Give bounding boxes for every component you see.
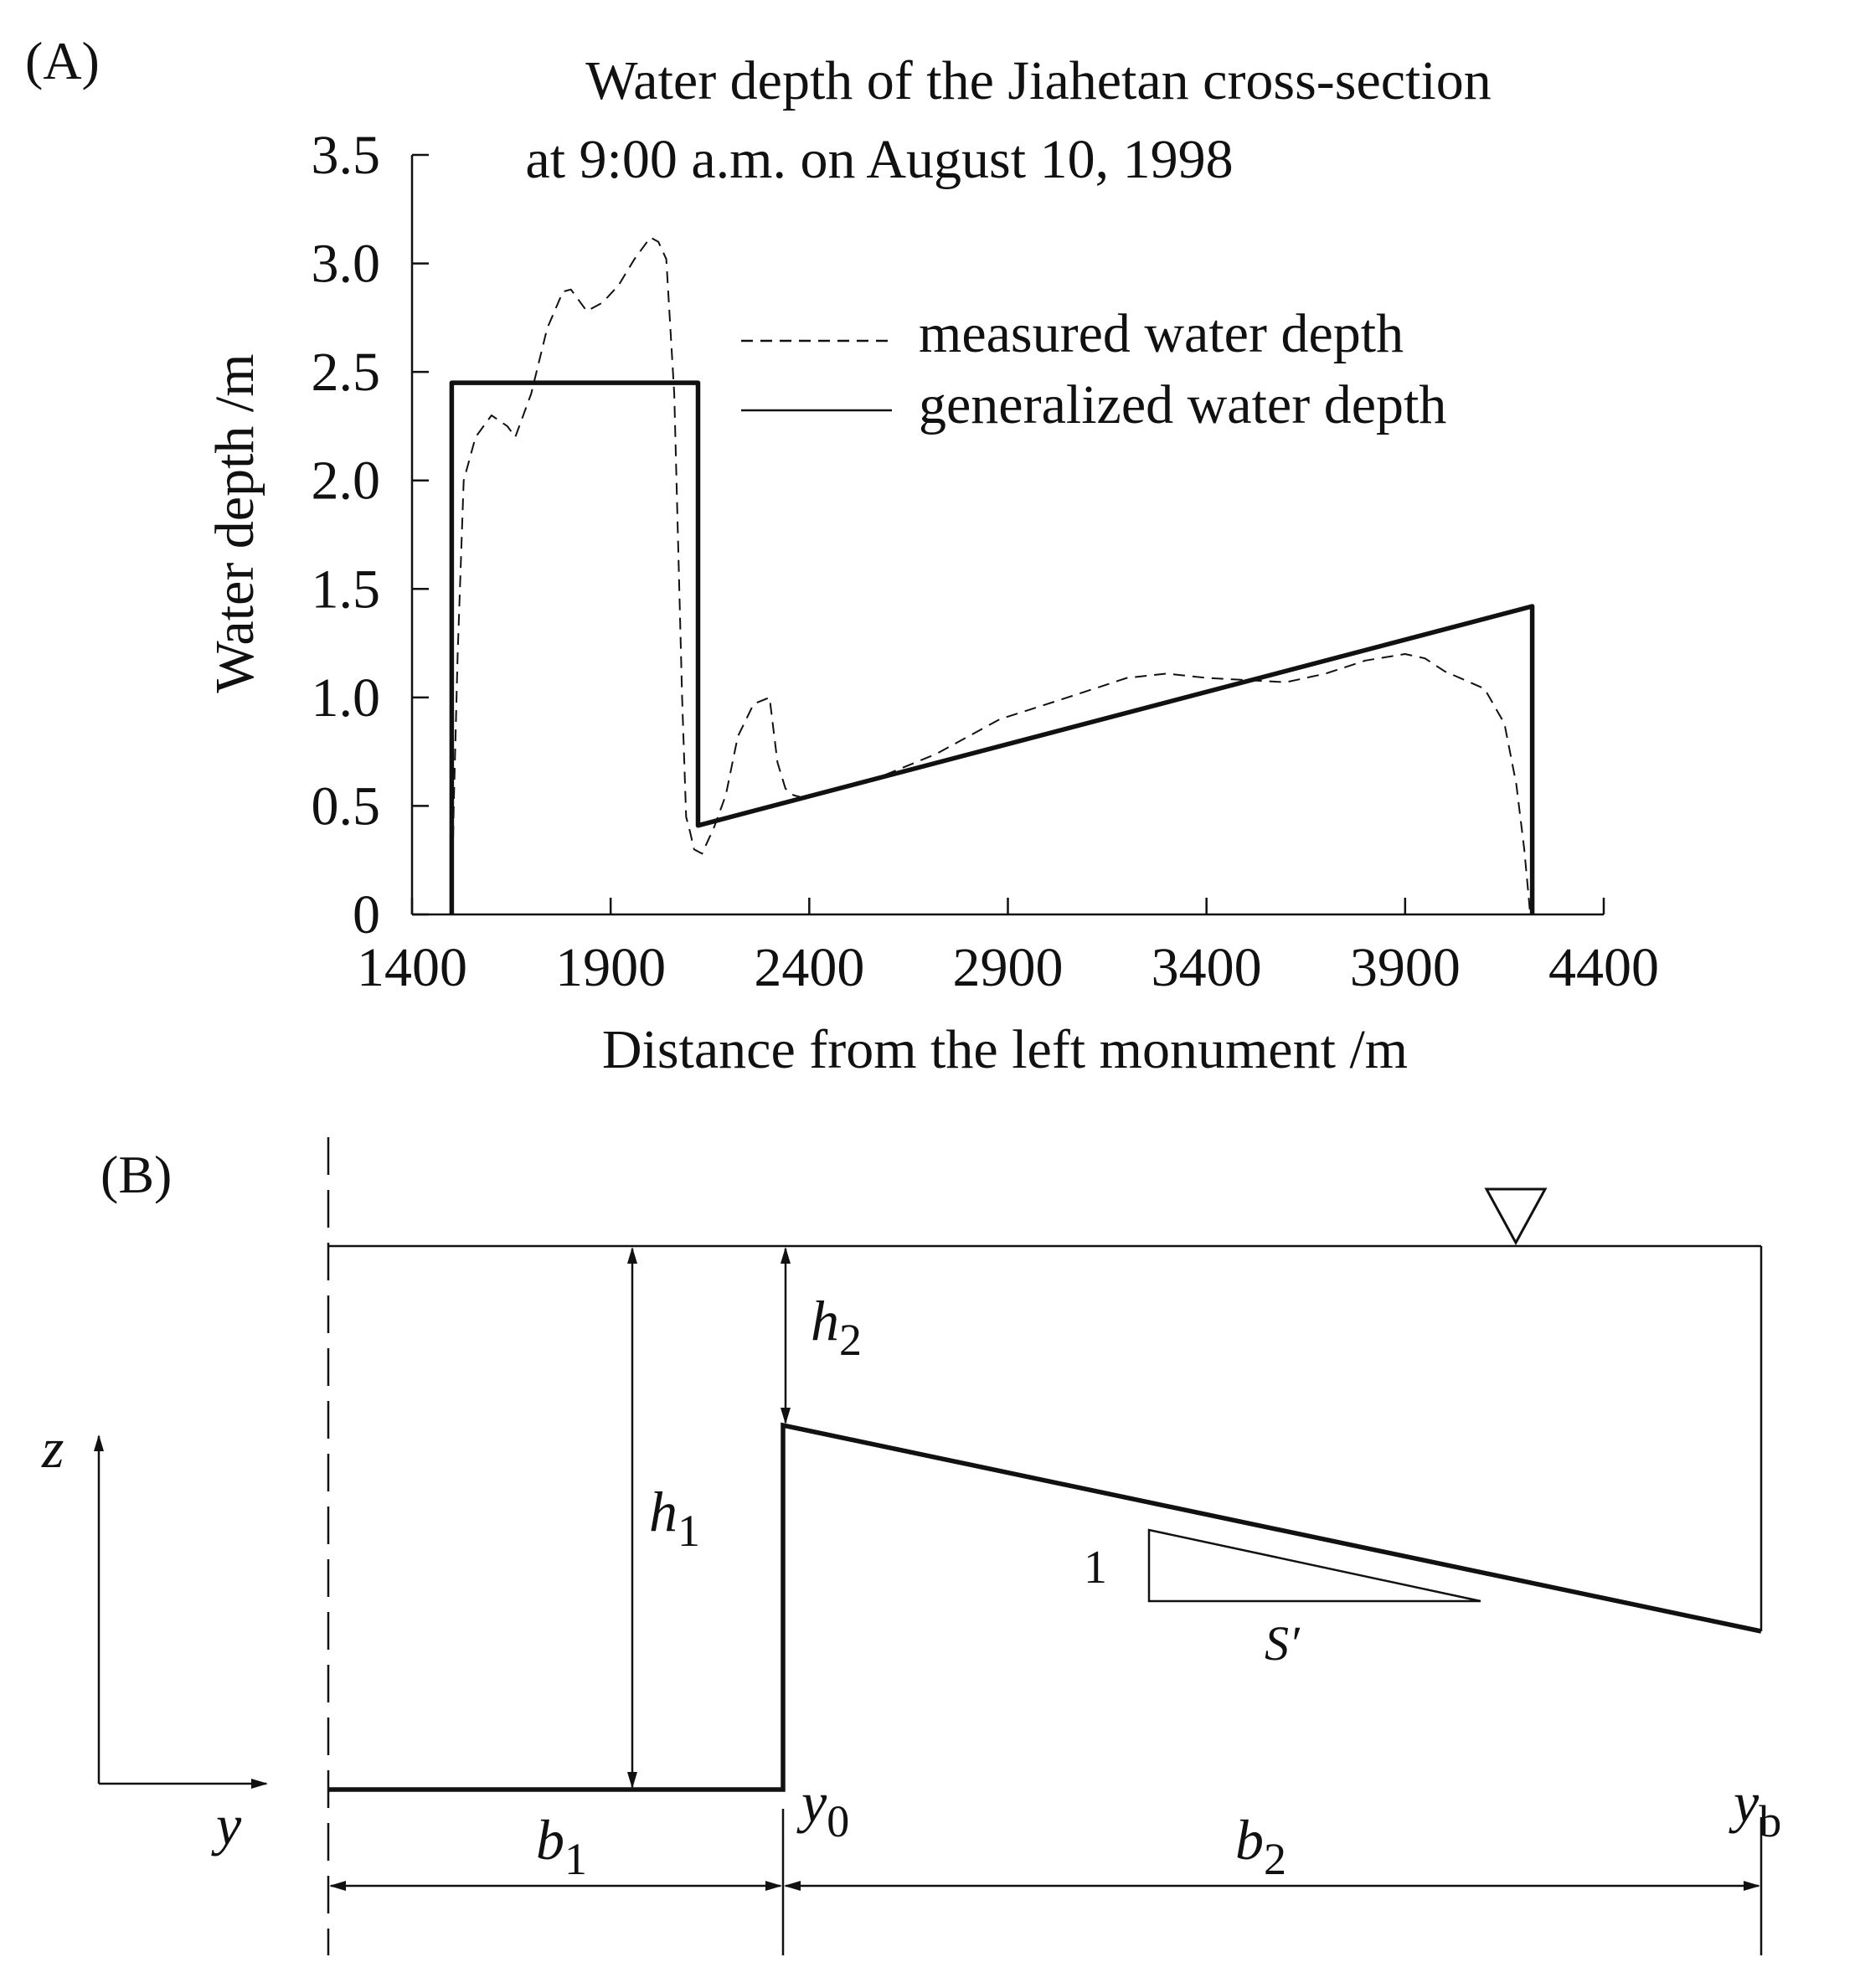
yb-subscript: b [1759, 1796, 1782, 1846]
b1-label: $b_1$ [536, 1808, 587, 1884]
plot-area [312, 125, 1660, 998]
h2-subscript: 2 [839, 1315, 862, 1365]
slope-run-label: S′ [1265, 1616, 1300, 1671]
chart-title-line2: at 9:00 a.m. on August 10, 1998 [525, 129, 1234, 190]
y-tick-label: 1.5 [311, 559, 380, 621]
h2-label: $h_2$ [811, 1289, 862, 1365]
x-axis-label: Distance from the left monument /m [601, 1019, 1409, 1080]
x-tick-label: 2900 [952, 937, 1064, 998]
chart-title-line1: Water depth of the Jiahetan cross-section [585, 50, 1492, 111]
legend-label-generalized: generalized water depth [919, 374, 1447, 435]
y-tick-label: 3.0 [311, 233, 380, 295]
b1-subscript: 1 [564, 1834, 587, 1884]
channel-bed-profile [328, 1425, 1761, 1790]
x-tick-label: 1400 [357, 937, 467, 998]
x-tick-label: 3900 [1349, 937, 1461, 998]
y0-subscript: 0 [827, 1796, 850, 1846]
panel-b-label: (B) [100, 1145, 173, 1204]
slope-triangle [1149, 1530, 1481, 1601]
legend-label-measured: measured water depth [919, 303, 1404, 364]
b2-label: $b_2$ [1235, 1808, 1286, 1884]
y-tick-label: 0 [353, 884, 380, 945]
y-tick-label: 2.5 [311, 342, 380, 404]
x-tick-label: 1900 [555, 937, 667, 998]
z-axis-label: z [42, 1416, 64, 1480]
x-tick-label: 2400 [754, 937, 865, 998]
x-ticks [357, 898, 1659, 998]
series-line-generalized [451, 383, 1532, 914]
y0-label: $y_0$ [801, 1770, 850, 1846]
panel-a-label: (A) [25, 31, 100, 90]
schematic-cross-section [41, 1137, 1781, 1955]
yb-label: $y_b$ [1734, 1770, 1782, 1846]
y-axis-label: Water depth /m [204, 353, 265, 693]
x-tick-label: 3400 [1151, 937, 1262, 998]
y-tick-label: 0.5 [311, 775, 380, 837]
legend [741, 303, 1446, 435]
y-tick-label: 1.0 [311, 667, 380, 729]
h1-subscript: 1 [678, 1506, 700, 1556]
b2-subscript: 2 [1264, 1834, 1286, 1884]
h1-label: $h_1$ [649, 1480, 700, 1556]
y-tick-label: 2.0 [311, 450, 380, 512]
x-tick-label: 4400 [1548, 937, 1659, 998]
y-axis-label-schematic: y [216, 1793, 242, 1857]
y-tick-label: 3.5 [311, 125, 380, 186]
water-surface-symbol [1486, 1189, 1545, 1243]
slope-rise-label: 1 [1084, 1542, 1107, 1594]
